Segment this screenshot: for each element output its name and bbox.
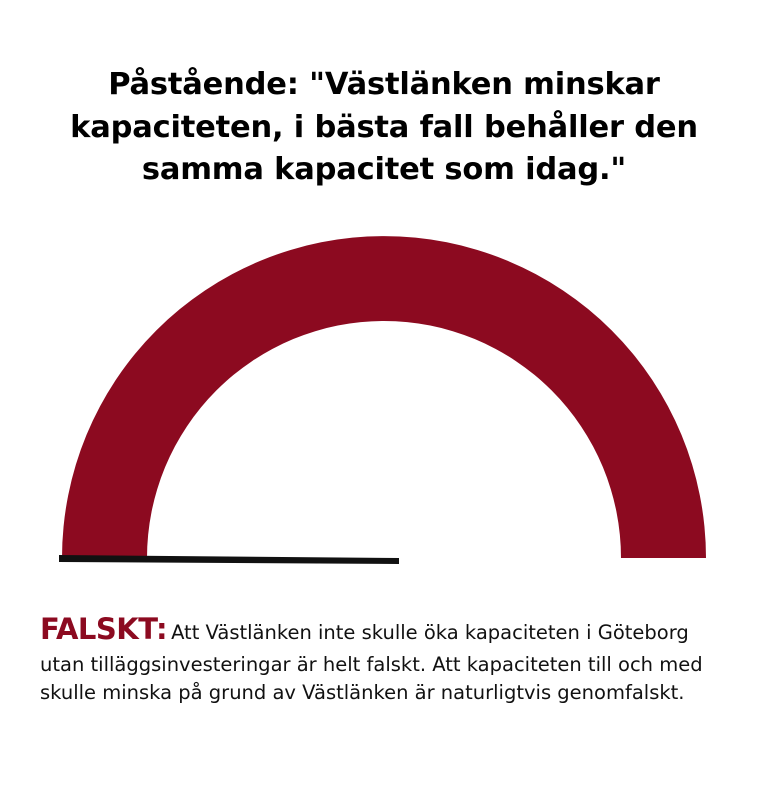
claim-heading: Påstående: "Västlänken minskar kapaciteten, i bästa fall behåller den samma kapacitet som idag." [70,67,698,187]
gauge-svg [54,228,714,568]
gauge-arc [62,236,706,558]
verdict-text: Att Västlänken inte skulle öka kapaciteten i Göteborg utan tilläggsinvesteringar är helt falskt. Att kapaciteten till och med skulle minska på grund av Västlänken är naturligtvis genomfalskt. [40,621,703,705]
gauge-chart [0,228,768,578]
verdict-label: FALSKT: [40,612,168,646]
gauge-needle [59,555,399,564]
verdict-block [40,608,710,708]
